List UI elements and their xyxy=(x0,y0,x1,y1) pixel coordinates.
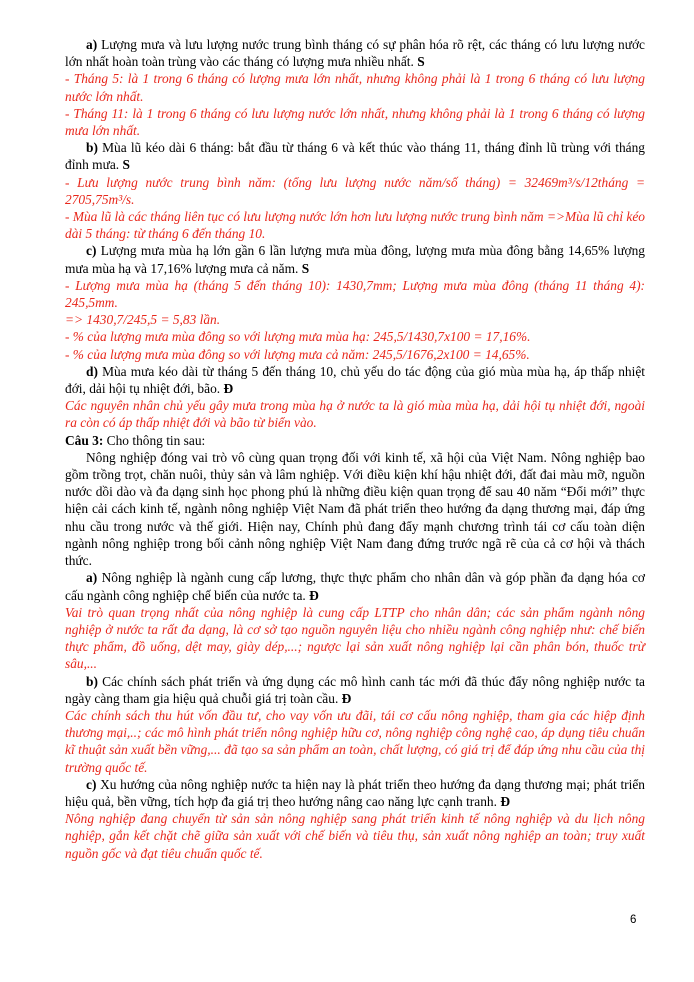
explanation-line: - Tháng 11: là 1 trong 6 tháng có lưu lượng nước lớn nhất, nhưng không phải là 1 trong 6 tháng có lượng mưa lớn nhất. xyxy=(65,105,645,139)
question-3-passage: Nông nghiệp đóng vai trò vô cùng quan trọng đối với kinh tế, xã hội của Việt Nam. Nông nghiệp bao gồm trồng trọt, chăn nuôi, thủy sản và lâm nghiệp. Với điều kiện khí hậu nhiệt đới, đất đai màu mỡ, nguồn nước dồi dào và đa dạng sinh học phong phú là những điều kiện quan trọng để sau 40 năm “Đổi mới” thực hiện cải cách kinh tế, ngành nông nghiệp Việt Nam đã phát triển theo hướng đa dạng thương mại, đáp ứng nhu cầu trong nước và thế giới. Hiện nay, Chính phủ đang đẩy mạnh chương trình tái cơ cấu toàn diện ngành nông nghiệp trong bối cảnh nông nghiệp Việt Nam đang đứng trước ngã rẽ của cả cơ hội và thách thức. xyxy=(65,449,645,569)
explanation-line: - Tháng 5: là 1 trong 6 tháng có lượng mưa lớn nhất, nhưng không phải là 1 trong 6 tháng có lưu lượng nước lớn nhất. xyxy=(65,71,645,104)
explanation-line: => 1430,7/245,5 = 5,83 lần. xyxy=(65,312,221,328)
page-content xyxy=(65,36,645,862)
explanation-line: Các nguyên nhân chủ yếu gây mưa trong mùa hạ ở nước ta là gió mùa mùa hạ, dải hội tụ nhiệt đới, ngoài ra còn có áp thấp nhiệt đới và bão từ biển vào. xyxy=(65,398,645,431)
page-number: 6 xyxy=(630,914,637,926)
explanation-line: - Lượng mưa mùa hạ (tháng 5 đến tháng 10): 1430,7mm; Lượng mưa mùa đông (tháng 11 tháng 4): 245,5mm. xyxy=(65,277,645,311)
q3-statement-a: a) Nông nghiệp là ngành cung cấp lương, thực thực phẩm cho nhân dân và góp phần đa dạng hóa cơ cấu ngành công nghiệp chế biến của nước ta. Đ xyxy=(65,570,645,603)
statement-b: b) Mùa lũ kéo dài 6 tháng: bắt đầu từ tháng 6 và kết thúc vào tháng 11, tháng đỉnh lũ trùng với tháng đỉnh mưa. S xyxy=(65,140,645,173)
statement-c: c) Lượng mưa mùa hạ lớn gần 6 lần lượng mưa mùa đông, lượng mưa mùa đông bằng 14,65% lượng mưa mùa hạ và 17,16% lượng mưa cả năm. S xyxy=(65,243,645,276)
question-3-heading: Câu 3: Cho thông tin sau: xyxy=(65,432,206,448)
explanation-line: - Mùa lũ là các tháng liên tục có lưu lượng nước lớn hơn lưu lượng nước trung bình năm =>Mùa lũ chỉ kéo dài 5 tháng: từ tháng 6 đến tháng 10. xyxy=(65,209,645,242)
q3-statement-b: b) Các chính sách phát triển và ứng dụng các mô hình canh tác mới đã thúc đẩy nông nghiệp nước ta ngày càng tham gia hiệu quả chuỗi giá trị toàn cầu. Đ xyxy=(65,673,645,706)
q3-statement-c: c) Xu hướng của nông nghiệp nước ta hiện nay là phát triển theo hướng đa dạng thương mại; phát triển hiệu quả, bền vững, tích hợp đa giá trị theo hướng nâng cao năng lực cạnh tranh. Đ xyxy=(65,776,645,809)
explanation-line: - % của lượng mưa mùa đông so với lượng mưa mùa hạ: 245,5/1430,7x100 = 17,16%. xyxy=(65,329,531,345)
statement-d: d) Mùa mưa kéo dài từ tháng 5 đến tháng 10, chủ yếu do tác động của gió mùa mùa hạ, áp thấp nhiệt đới, dải hội tụ nhiệt đới, bão. Đ xyxy=(65,363,645,397)
statement-a: a) Lượng mưa và lưu lượng nước trung bình tháng có sự phân hóa rõ rệt, các tháng có lưu lượng nước lớn nhất hoàn toàn trùng vào các tháng có lượng mưa nhiều nhất. S xyxy=(65,37,645,70)
explanation-line: - % của lượng mưa mùa đông so với lượng mưa cả năm: 245,5/1676,2x100 = 14,65%. xyxy=(65,346,530,362)
explanation-paragraph: Vai trò quan trọng nhất của nông nghiệp là cung cấp LTTP cho nhân dân; các sản phẩm ngành nông nghiệp ở nước ta rất đa dạng, là cơ sở tạo nguồn nguyên liệu cho nhiều ngành công nghiệp như: chế biến thực phẩm, đồ uống, dệt may, giày dép,...; ngược lại sản xuất nông nghiệp lại cần phân bón, thuốc trừ sâu,... xyxy=(65,604,645,672)
explanation-line: - Lưu lượng nước trung bình năm: (tổng lưu lượng nước năm/số tháng) = 32469m³/s/12tháng = 2705,75m³/s. xyxy=(65,174,645,207)
explanation-paragraph: Nông nghiệp đang chuyển từ sản sản nông nghiệp sang phát triển kinh tế nông nghiệp và du lịch nông nghiệp, gắn kết chặt chẽ giữa sản xuất với chế biến và tiêu thụ, sản xuất nông nghiệp an toàn; truy xuất nguồn gốc và đạt tiêu chuẩn quốc tế. xyxy=(65,811,645,861)
explanation-paragraph: Các chính sách thu hút vốn đầu tư, cho vay vốn ưu đãi, tái cơ cấu nông nghiệp, tham gia các hiệp định thương mại,..; các mô hình phát triển nông nghiệp hữu cơ, nông nghiệp công nghệ cao, áp dụng tiêu chuẩn kĩ thuật sản xuất bền vững,... đã tạo sa sản phẩm an toàn, chất lượng, có giá trị để đáp ứng nhu cầu của thị trường quốc tế. xyxy=(65,707,645,775)
